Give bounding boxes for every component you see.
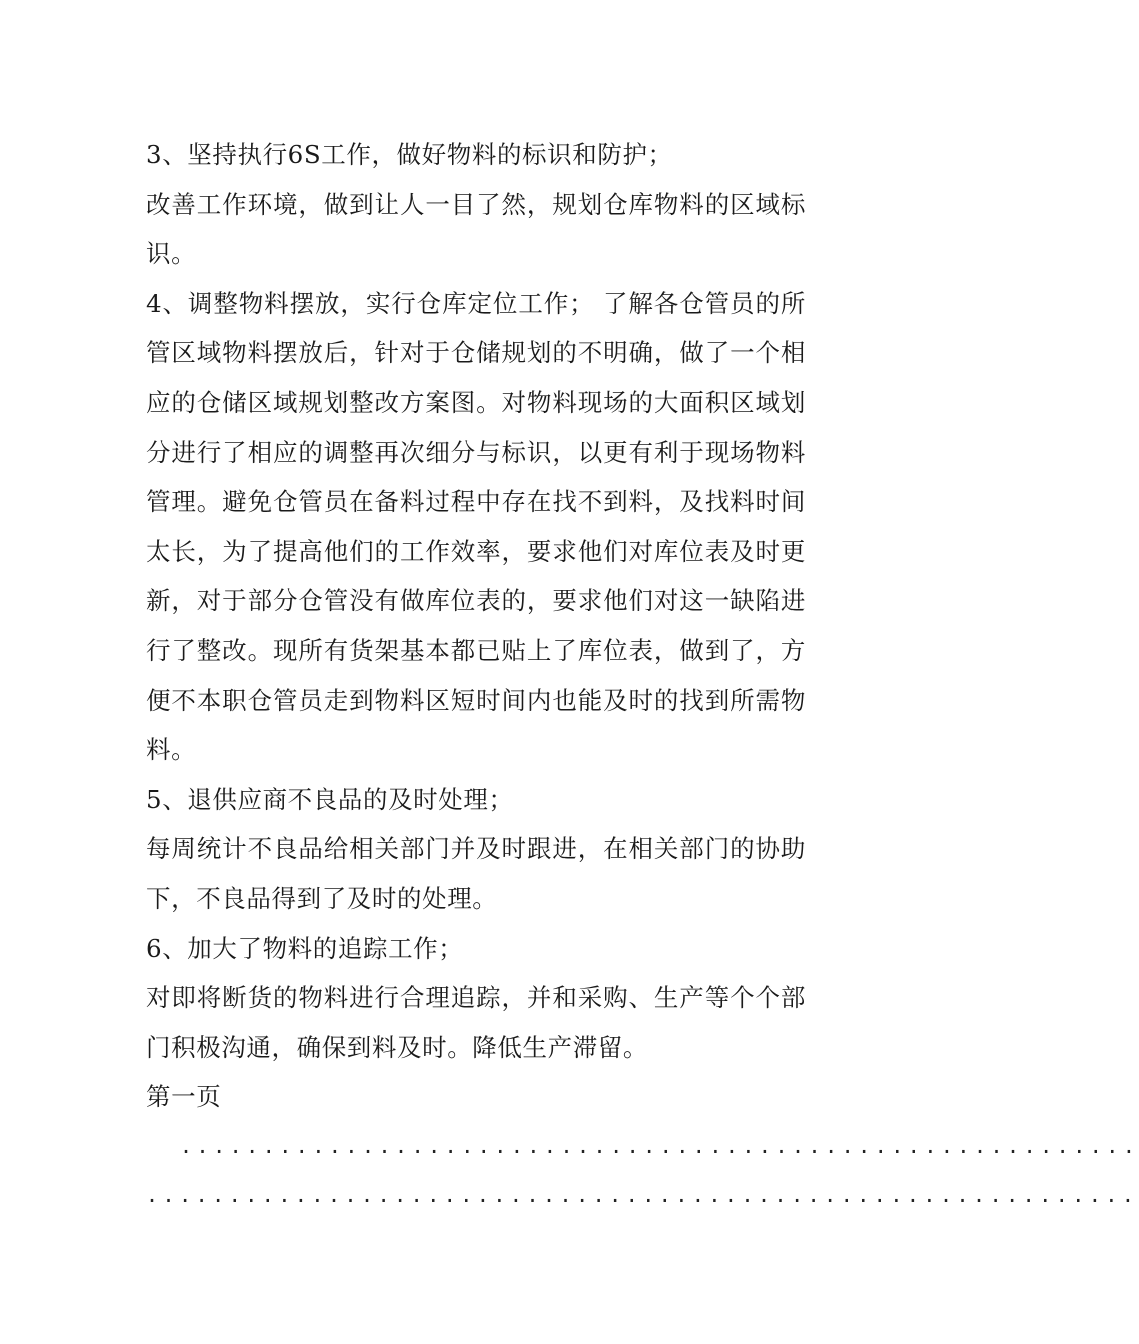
paragraph-item-6-detail: 对即将断货的物料进行合理追踪，并和采购、生产等个个部门积极沟通，确保到料及时。降低生产滞留。	[146, 983, 806, 1062]
paragraph-item-6: 6、加大了物料的追踪工作；	[146, 933, 464, 963]
dotted-separator-1: ..........................................................	[180, 1133, 1139, 1158]
paragraph-item-4: 4、调整物料摆放，实行仓库定位工作； 了解各仓管员的所管区域物料摆放后，针对于仓储规划的不明确，做了一个相应的仓储区域规划整改方案图。对物料现场的大面积区域划分进行了相应的调整再次细分与标识，以更有利于现场物料管理。避免仓管员在备料过程中存在找不到料，及找料时间太长，为了提高他们的工作效率，要求他们对库位表及时更新，对于部分仓管没有做库位表的，要求他们对这一缺陷进行了整改。现所有货架基本都已贴上了库位表，做到了，方便不本职仓管员走到物料区短时间内也能及时的找到所需物料。	[146, 288, 806, 765]
paragraph-item-3-detail: 改善工作环境，做到让人一目了然，规划仓库物料的区域标识。	[146, 189, 806, 269]
document-body	[146, 130, 1139, 1221]
paragraph-item-5-detail: 每周统计不良品给相关部门并及时跟进，在相关部门的协助下，不良品得到了及时的处理。	[146, 834, 806, 913]
paragraph-item-5: 5、退供应商不良品的及时处理；	[146, 784, 514, 814]
page-label: 第一页	[146, 1082, 222, 1112]
paragraph-item-3: 3、坚持执行6S工作，做好物料的标识和防护；	[146, 140, 673, 169]
dotted-separator-2: ............................................................	[146, 1183, 1139, 1208]
